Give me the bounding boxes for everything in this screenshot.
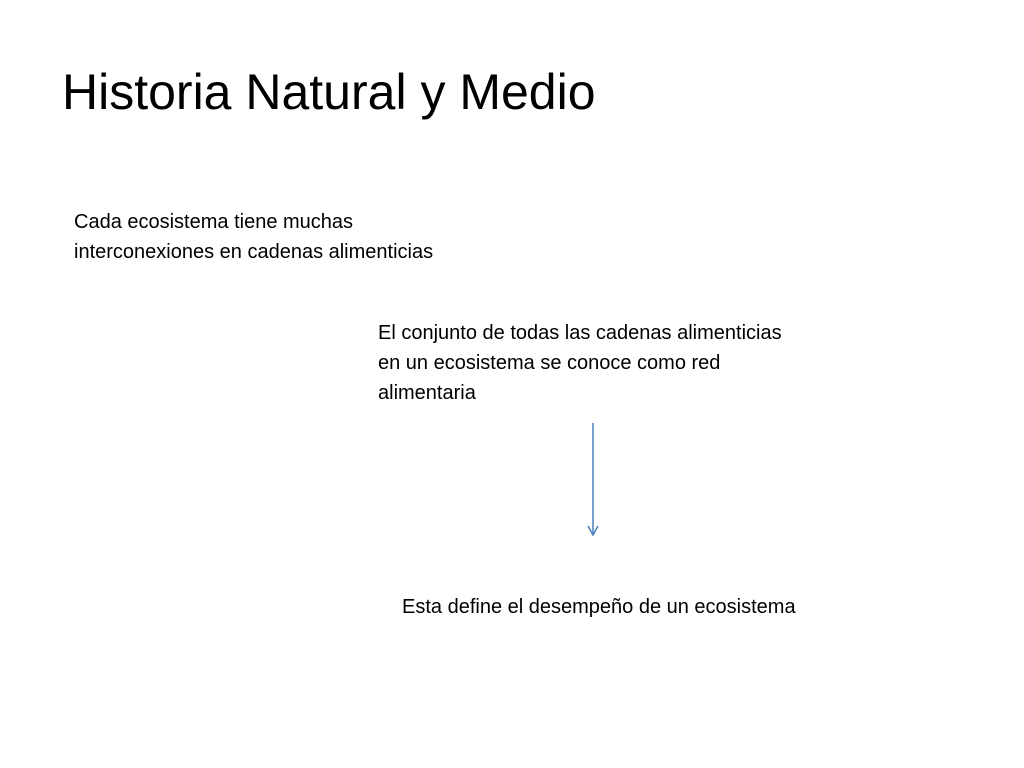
text-line: Esta define el desempeño de un ecosistema: [402, 596, 796, 618]
food-web-definition-text: [378, 318, 878, 408]
text-line: alimentaria: [378, 382, 476, 404]
text-line: en un ecosistema se conoce como red: [378, 352, 721, 374]
ecosystem-performance-text: [402, 592, 922, 622]
text-line: interconexiones en cadenas alimenticias: [74, 241, 434, 263]
text-line: El conjunto de todas las cadenas alimenticias: [378, 322, 782, 344]
slide-title: Historia Natural y Medio: [62, 64, 596, 120]
ecosystem-interconnections-text: [74, 207, 534, 267]
text-line: Cada ecosistema tiene muchas: [74, 211, 354, 233]
down-arrow-icon: [584, 420, 604, 542]
